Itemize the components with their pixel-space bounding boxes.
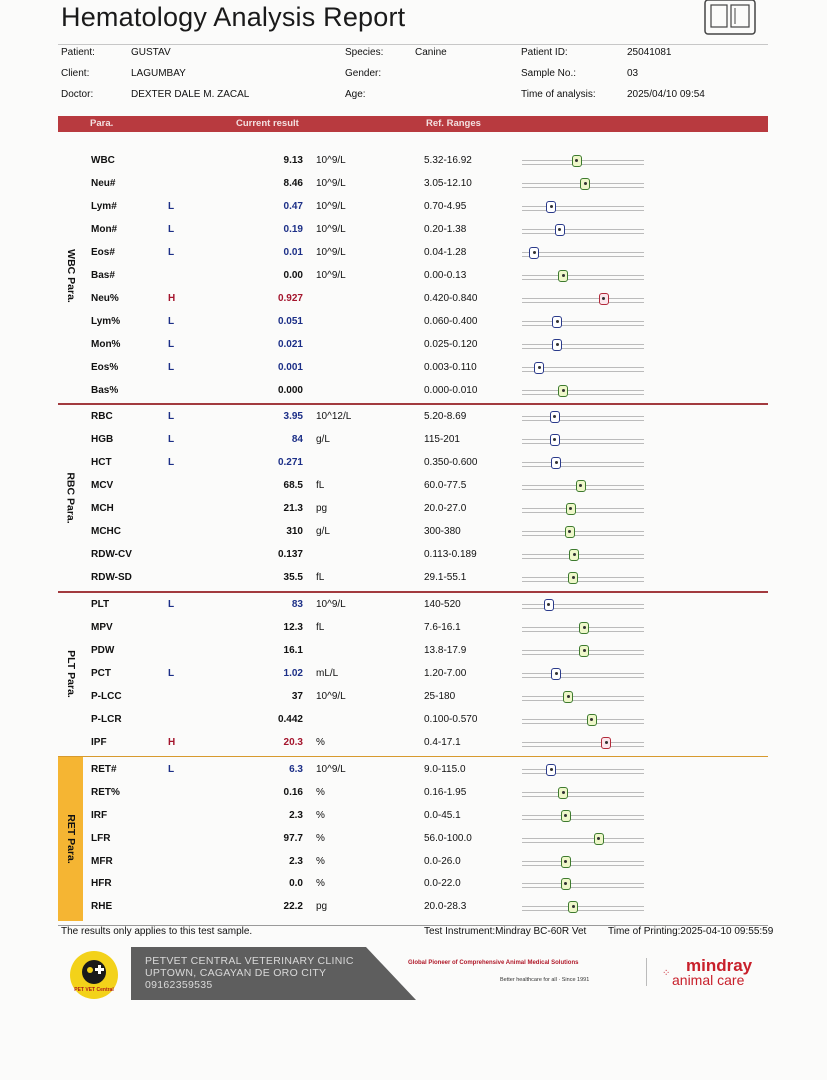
ref-range: 300-380 — [424, 526, 461, 538]
range-bar — [522, 416, 644, 421]
param-name: Bas# — [91, 269, 115, 281]
result-row — [58, 732, 768, 755]
range-bar — [522, 627, 644, 632]
range-bar — [522, 275, 644, 280]
ref-range: 20.0-28.3 — [424, 901, 467, 913]
range-bar — [522, 508, 644, 513]
range-marker — [561, 810, 571, 822]
client-label: Client: — [61, 68, 90, 79]
section-label: WBC Para. — [64, 249, 77, 304]
range-marker — [558, 385, 568, 397]
result-value: 310 — [286, 526, 303, 538]
patient-label: Patient: — [61, 47, 95, 58]
result-value: 0.051 — [277, 315, 303, 327]
unit: 10^12/L — [316, 411, 352, 423]
range-bar — [522, 673, 644, 678]
unit: 10^9/L — [316, 223, 346, 235]
param-name: HGB — [91, 434, 114, 446]
unit: % — [316, 855, 325, 867]
range-marker — [561, 856, 571, 868]
result-value: 0.001 — [277, 361, 303, 373]
result-row — [58, 896, 768, 919]
unit: g/L — [316, 434, 330, 446]
col-current-result: Current result — [236, 118, 299, 129]
result-row — [58, 150, 768, 173]
unit: 10^9/L — [316, 246, 346, 258]
ref-range: 0.420-0.840 — [424, 292, 478, 304]
result-row — [58, 173, 768, 196]
flag: L — [168, 315, 175, 327]
range-bar — [522, 439, 644, 444]
result-row — [58, 196, 768, 219]
unit: % — [316, 878, 325, 890]
range-marker — [561, 878, 571, 890]
result-row — [58, 567, 768, 590]
ref-range: 29.1-55.1 — [424, 572, 467, 584]
param-name: PLT — [91, 599, 110, 611]
result-row — [58, 640, 768, 663]
result-row — [58, 406, 768, 429]
analyzer-logo-icon — [700, 0, 760, 36]
range-bar — [522, 485, 644, 490]
range-marker — [546, 201, 556, 213]
unit: g/L — [316, 526, 330, 538]
result-row — [58, 782, 768, 805]
range-bar — [522, 321, 644, 326]
flag: L — [168, 223, 175, 235]
footer-divider — [646, 958, 647, 986]
range-marker — [558, 787, 568, 799]
ref-range: 0.04-1.28 — [424, 246, 467, 258]
ref-range: 0.350-0.600 — [424, 457, 478, 469]
result-value: 9.13 — [283, 155, 303, 166]
result-value: 0.47 — [283, 200, 303, 212]
ref-range: 0.060-0.400 — [424, 315, 478, 327]
param-name: IRF — [91, 809, 108, 821]
range-bar — [522, 344, 644, 349]
result-value: 37 — [291, 690, 303, 702]
unit: 10^9/L — [316, 599, 346, 611]
analysis-time-value: 2025/04/10 09:54 — [627, 89, 705, 100]
unit: 10^9/L — [316, 269, 346, 281]
param-name: RBC — [91, 411, 113, 423]
result-row — [58, 759, 768, 782]
clinic-address: UPTOWN, CAGAYAN DE ORO CITY — [145, 967, 327, 979]
doctor-label: Doctor: — [61, 89, 94, 100]
range-marker — [550, 411, 560, 423]
test-instrument: Test Instrument:Mindray BC-60R Vet — [424, 926, 587, 937]
range-bar — [522, 769, 644, 774]
flag: L — [168, 457, 175, 469]
param-name: MPV — [91, 622, 113, 633]
range-bar — [522, 577, 644, 582]
param-name: Lym# — [91, 200, 117, 212]
unit: 10^9/L — [316, 690, 346, 702]
range-bar — [522, 861, 644, 866]
range-marker — [552, 339, 562, 351]
param-name: RDW-CV — [91, 549, 132, 561]
result-value: 0.271 — [277, 457, 303, 469]
flag: L — [168, 667, 175, 679]
ref-range: 0.4-17.1 — [424, 736, 461, 748]
param-name: RDW-SD — [91, 572, 132, 584]
result-value: 83 — [291, 599, 303, 611]
ref-range: 3.05-12.10 — [424, 177, 472, 189]
range-marker — [568, 901, 578, 913]
flag: L — [168, 246, 175, 258]
clinic-box-corner — [366, 947, 416, 1000]
param-name: Mon# — [91, 223, 118, 235]
unit: % — [316, 736, 325, 748]
unit: fL — [316, 480, 325, 492]
ref-range: 115-201 — [424, 434, 460, 446]
result-value: 22.2 — [283, 901, 303, 913]
col-para: Para. — [90, 118, 114, 129]
section-label: RET Para. — [64, 814, 77, 864]
result-row — [58, 475, 768, 498]
range-marker — [529, 247, 539, 259]
range-bar — [522, 367, 644, 372]
param-name: IPF — [91, 736, 107, 748]
result-row — [58, 242, 768, 265]
unit: 10^9/L — [316, 155, 346, 166]
flag: L — [168, 763, 175, 775]
result-value: 0.0 — [289, 878, 303, 890]
ref-range: 56.0-100.0 — [424, 832, 472, 844]
param-name: Mon% — [91, 338, 121, 350]
unit: pg — [316, 901, 328, 913]
ref-range: 0.113-0.189 — [424, 549, 477, 561]
ref-range: 9.0-115.0 — [424, 763, 466, 775]
ref-range: 5.32-16.92 — [424, 155, 472, 166]
ref-range: 0.003-0.110 — [424, 361, 477, 373]
range-bar — [522, 554, 644, 559]
range-marker — [565, 526, 575, 538]
result-row — [58, 544, 768, 567]
ref-range: 60.0-77.5 — [424, 480, 467, 492]
ref-range: 5.20-8.69 — [424, 411, 467, 423]
animal-care-brand: animal care — [672, 972, 745, 988]
flag: L — [168, 338, 175, 350]
range-marker — [569, 549, 579, 561]
unit: 10^9/L — [316, 763, 346, 775]
result-value: 1.02 — [283, 667, 303, 679]
printing-time: Time of Printing:2025-04-10 09:55:59 — [608, 926, 774, 937]
result-row — [58, 429, 768, 452]
ref-range: 1.20-7.00 — [424, 667, 467, 679]
range-marker — [579, 622, 589, 634]
param-name: MCV — [91, 480, 114, 492]
ref-range: 0.0-22.0 — [424, 878, 461, 890]
param-name: Neu# — [91, 177, 116, 189]
mindray-brand: mindray — [686, 956, 753, 975]
result-row — [58, 380, 768, 403]
range-marker — [563, 691, 573, 703]
param-name: HCT — [91, 457, 112, 469]
gender-label: Gender: — [345, 68, 382, 79]
result-row — [58, 594, 768, 617]
param-name: RHE — [91, 901, 113, 913]
param-name: MCH — [91, 503, 114, 515]
unit: % — [316, 832, 325, 844]
flag: L — [168, 434, 175, 446]
ref-range: 25-180 — [424, 690, 456, 702]
param-name: PDW — [91, 644, 115, 656]
range-marker — [594, 833, 604, 845]
age-label: Age: — [345, 89, 366, 100]
ref-range: 7.6-16.1 — [424, 622, 461, 633]
range-marker — [552, 316, 562, 328]
result-value: 0.01 — [283, 246, 303, 258]
column-header-band — [58, 116, 768, 132]
param-name: Eos% — [91, 361, 119, 373]
result-row — [58, 265, 768, 288]
result-row — [58, 805, 768, 828]
range-bar — [522, 883, 644, 888]
unit: % — [316, 809, 325, 821]
petvet-logo-icon — [70, 951, 118, 999]
range-bar — [522, 604, 644, 609]
result-row — [58, 452, 768, 475]
result-row — [58, 288, 768, 311]
range-bar — [522, 298, 644, 303]
param-name: MCHC — [91, 526, 121, 538]
range-marker — [576, 480, 586, 492]
result-row — [58, 498, 768, 521]
range-marker — [558, 270, 568, 282]
param-name: RET# — [91, 763, 117, 775]
ref-range: 13.8-17.9 — [424, 644, 467, 656]
result-value: 3.95 — [283, 411, 303, 423]
sample-no-value: 03 — [627, 68, 639, 79]
unit: % — [316, 786, 325, 798]
ref-range: 20.0-27.0 — [424, 503, 467, 515]
range-bar — [522, 742, 644, 747]
range-bar — [522, 252, 644, 257]
result-row — [58, 219, 768, 242]
param-name: Neu% — [91, 292, 119, 304]
range-marker — [601, 737, 611, 749]
unit: fL — [316, 622, 325, 633]
unit: mL/L — [316, 667, 339, 679]
range-marker — [544, 599, 554, 611]
range-marker — [579, 645, 589, 657]
range-marker — [580, 178, 590, 190]
param-name: PCT — [91, 667, 111, 679]
ref-range: 0.100-0.570 — [424, 713, 478, 725]
result-value: 20.3 — [283, 736, 303, 748]
range-marker — [550, 434, 560, 446]
range-marker — [546, 764, 556, 776]
result-row — [58, 828, 768, 851]
range-bar — [522, 183, 644, 188]
ref-range: 0.000-0.010 — [424, 384, 478, 396]
param-name: LFR — [91, 832, 111, 844]
unit: 10^9/L — [316, 177, 346, 189]
analysis-time-label: Time of analysis: — [521, 89, 596, 100]
ref-range: 0.16-1.95 — [424, 786, 467, 798]
param-name: RET% — [91, 786, 120, 798]
result-row — [58, 709, 768, 732]
ref-range: 0.0-26.0 — [424, 855, 461, 867]
result-value: 2.3 — [289, 855, 303, 867]
param-name: WBC — [91, 155, 115, 166]
range-bar — [522, 906, 644, 911]
range-marker — [568, 572, 578, 584]
range-bar — [522, 650, 644, 655]
result-value: 6.3 — [289, 763, 303, 775]
result-row — [58, 311, 768, 334]
result-value: 0.927 — [277, 292, 303, 304]
param-name: Bas% — [91, 384, 119, 396]
range-marker — [566, 503, 576, 515]
range-marker — [551, 668, 561, 680]
ref-range: 140-520 — [424, 599, 461, 611]
result-value: 21.3 — [283, 503, 303, 515]
result-value: 0.442 — [277, 713, 303, 725]
result-value: 68.5 — [283, 480, 303, 492]
result-value: 0.000 — [277, 384, 303, 396]
result-value: 0.19 — [283, 223, 303, 235]
range-marker — [572, 155, 582, 167]
ref-range: 0.20-1.38 — [424, 223, 467, 235]
result-value: 84 — [291, 434, 303, 446]
unit: pg — [316, 503, 328, 515]
range-marker — [551, 457, 561, 469]
param-name: P-LCR — [91, 713, 122, 725]
result-value: 35.5 — [283, 572, 303, 584]
clinic-phone: 09162359535 — [145, 979, 213, 991]
result-value: 8.46 — [283, 177, 303, 189]
species-label: Species: — [345, 47, 384, 58]
flag: L — [168, 361, 175, 373]
result-row — [58, 617, 768, 640]
result-row — [58, 521, 768, 544]
range-bar — [522, 815, 644, 820]
result-row — [58, 663, 768, 686]
flag: H — [168, 292, 176, 304]
result-value: 16.1 — [283, 644, 303, 656]
range-bar — [522, 696, 644, 701]
client-name: LAGUMBAY — [131, 68, 186, 79]
result-value: 2.3 — [289, 809, 303, 821]
species-value: Canine — [415, 47, 447, 58]
doctor-name: DEXTER DALE M. ZACAL — [131, 89, 250, 100]
param-name: P-LCC — [91, 690, 122, 702]
sample-no-label: Sample No.: — [521, 68, 577, 79]
patient-name: GUSTAV — [131, 47, 171, 58]
flag: L — [168, 599, 175, 611]
range-bar — [522, 206, 644, 211]
param-name: MFR — [91, 855, 113, 867]
param-name: HFR — [91, 878, 112, 890]
unit: fL — [316, 572, 325, 584]
footer-note: The results only applies to this test sample. — [61, 926, 253, 937]
report-title: Hematology Analysis Report — [61, 2, 406, 32]
patient-id-value: 25041081 — [627, 47, 672, 58]
clinic-name: PETVET CENTRAL VETERINARY CLINIC — [145, 955, 354, 967]
patient-id-label: Patient ID: — [521, 47, 568, 58]
result-row — [58, 851, 768, 874]
ref-range: 0.00-0.13 — [424, 269, 467, 281]
range-bar — [522, 229, 644, 234]
ref-range: 0.025-0.120 — [424, 338, 478, 350]
flag: L — [168, 200, 175, 212]
ref-range: 0.0-45.1 — [424, 809, 461, 821]
mindray-dots-icon: ⁘ — [662, 968, 671, 979]
slogan: Global Pioneer of Comprehensive Animal Medical Solutions — [408, 960, 579, 966]
ref-range: 0.70-4.95 — [424, 200, 467, 212]
result-value: 97.7 — [283, 832, 303, 844]
range-bar — [522, 838, 644, 843]
result-row — [58, 357, 768, 380]
tagline: Better healthcare for all · Since 1991 — [500, 977, 590, 983]
result-row — [58, 873, 768, 896]
range-bar — [522, 719, 644, 724]
result-value: 12.3 — [283, 622, 303, 633]
result-row — [58, 334, 768, 357]
range-marker — [599, 293, 609, 305]
param-name: Eos# — [91, 246, 115, 258]
range-marker — [534, 362, 544, 374]
section-label: PLT Para. — [64, 650, 77, 699]
section-label: RBC Para. — [64, 472, 77, 524]
unit: 10^9/L — [316, 200, 346, 212]
range-bar — [522, 792, 644, 797]
col-ref-ranges: Ref. Ranges — [426, 118, 481, 129]
flag: H — [168, 736, 176, 748]
range-bar — [522, 160, 644, 165]
result-value: 0.00 — [283, 269, 303, 281]
range-bar — [522, 390, 644, 395]
range-bar — [522, 531, 644, 536]
range-bar — [522, 462, 644, 467]
result-value: 0.137 — [277, 549, 303, 561]
result-value: 0.021 — [277, 338, 303, 350]
clinic-box — [131, 947, 416, 1000]
range-marker — [587, 714, 597, 726]
header-divider — [58, 44, 768, 45]
result-row — [58, 686, 768, 709]
flag: L — [168, 411, 175, 423]
petvet-logo-text: PET VET Central — [74, 987, 114, 993]
range-marker — [555, 224, 565, 236]
result-value: 0.16 — [283, 786, 303, 798]
param-name: Lym% — [91, 315, 121, 327]
